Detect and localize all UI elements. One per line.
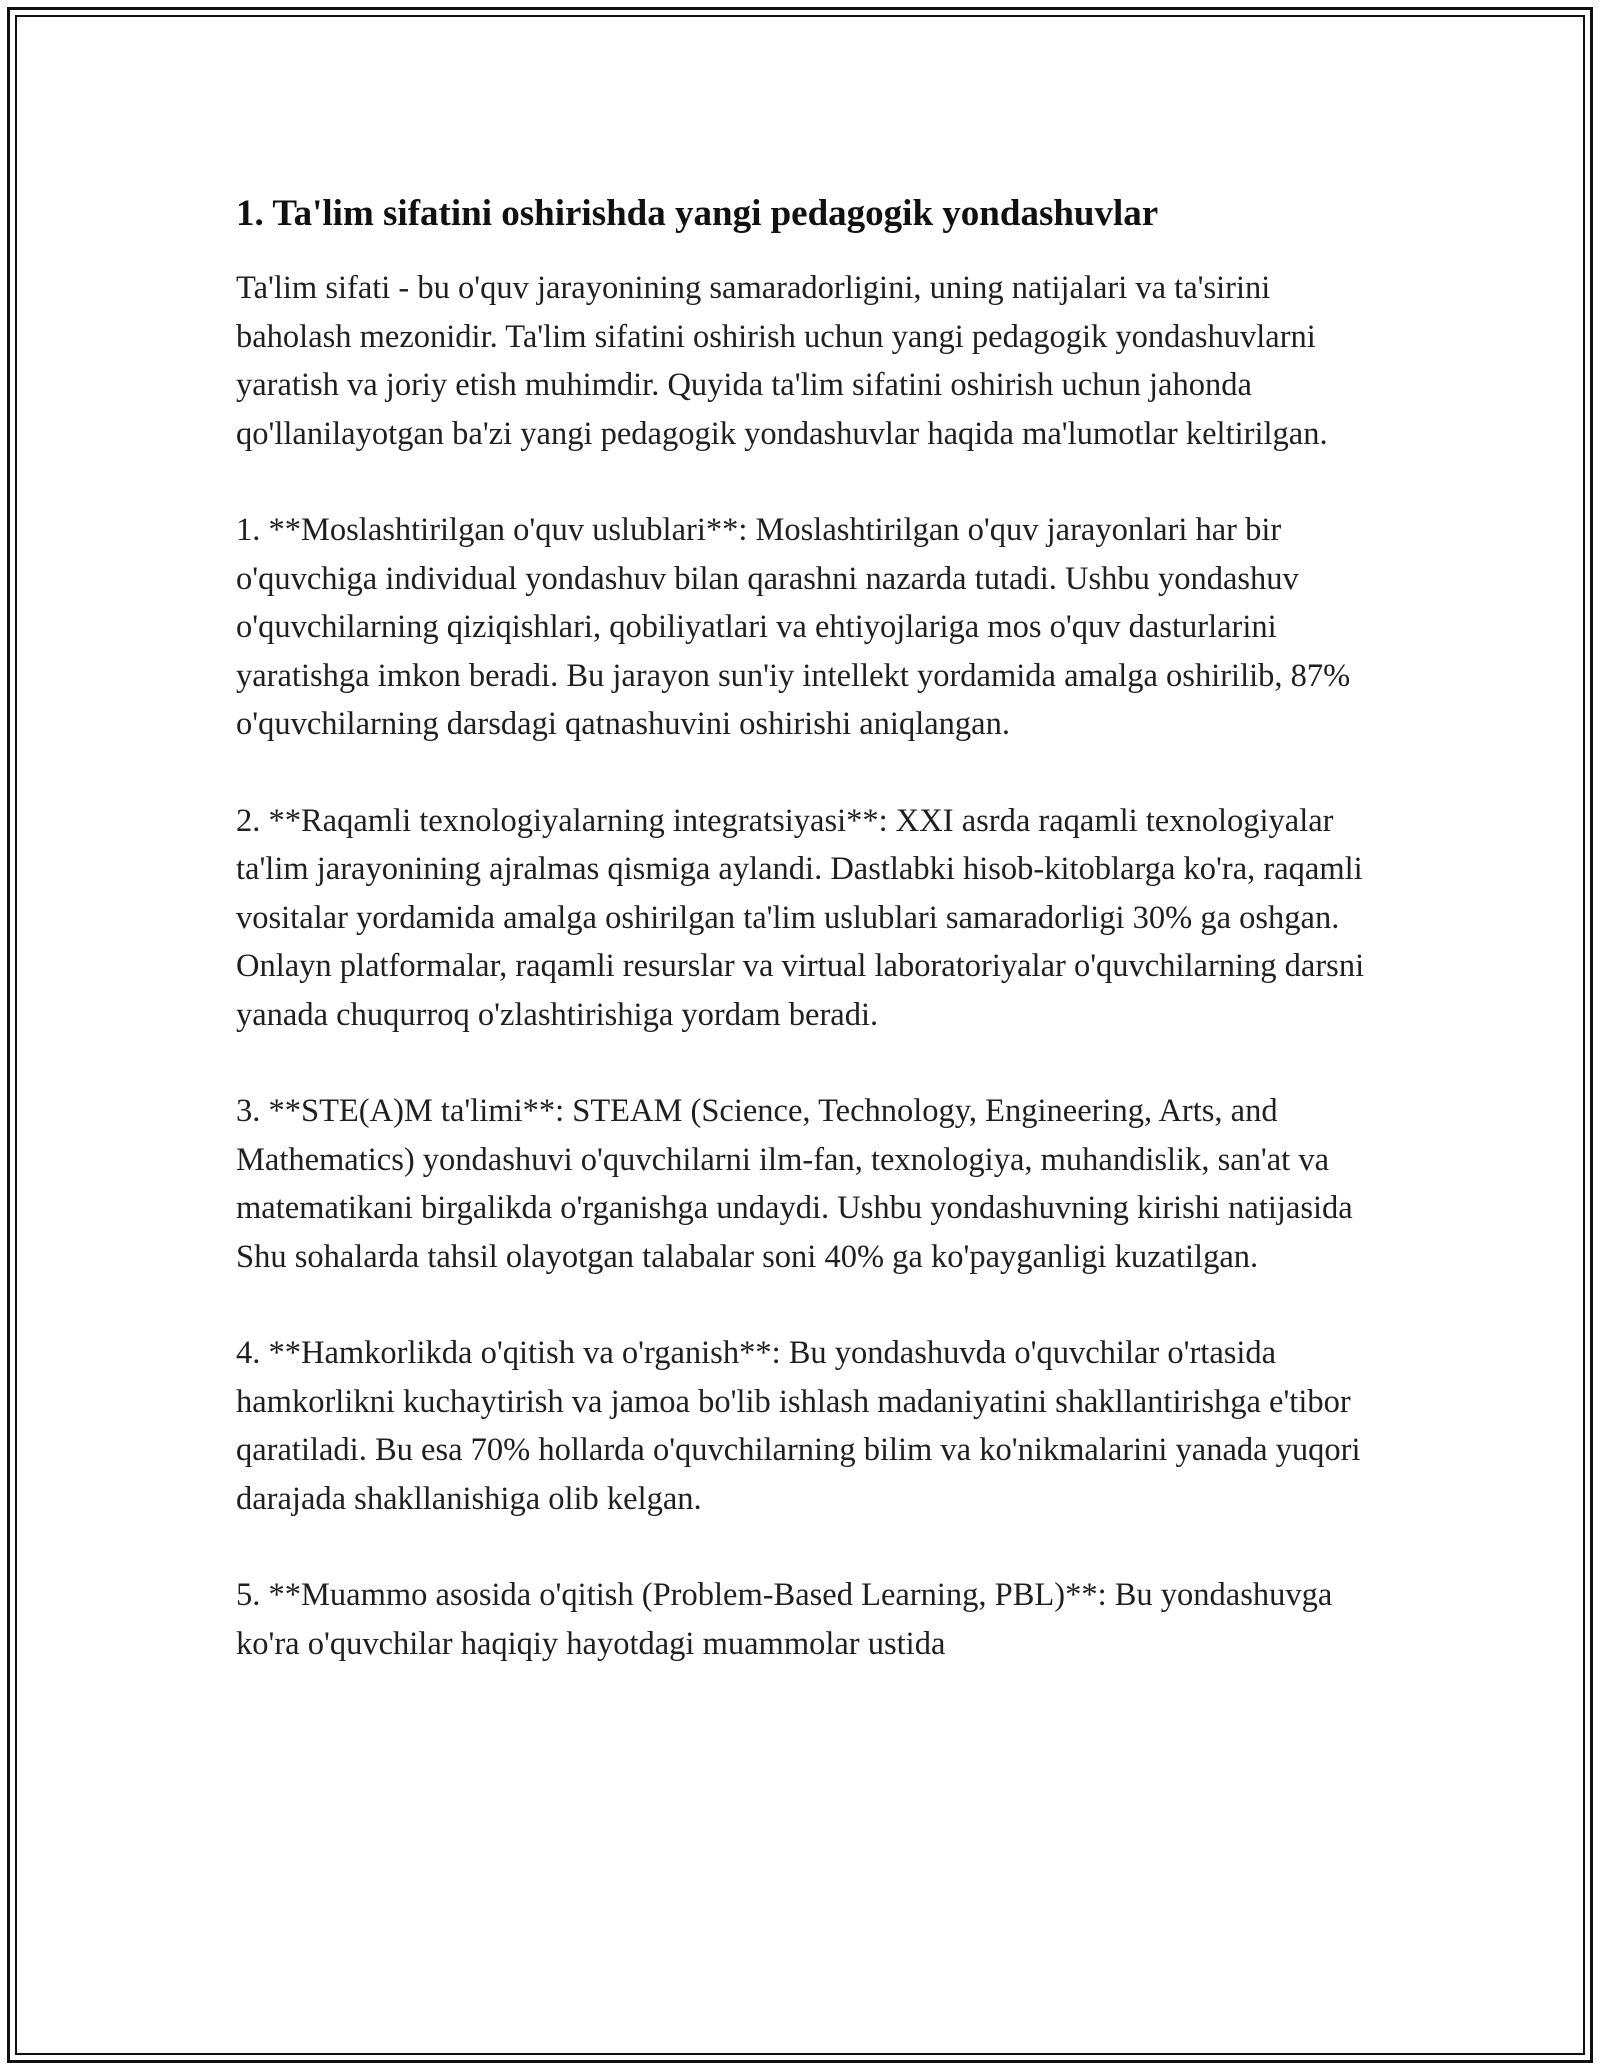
paragraph-steam-education: 3. **STE(A)M ta'limi**: STEAM (Science, Technology, Engineering, Arts, and Mathematics) yondashuvi o'quvchilarni ilm-fan, texnologiya, muhandislik, san'at va matematikani birgalikda o'rganishga undaydi. Ushbu yondashuvning kirishi natijasida Shu sohalarda tahsil olayotgan talabalar soni 40% ga ko'payganligi kuzatilgan. (236, 1093, 1353, 1275)
intro-paragraph: Ta'lim sifati - bu o'quv jarayonining samaradorligini, uning natijalari va ta'sirini baholash mezonidir. Ta'lim sifatini oshirish uchun yangi pedagogik yondashuvlarni yaratish va joriy etish muhimdir. Quyida ta'lim sifatini oshirish uchun jahonda qo'llanilayotgan ba'zi yangi pedagogik yondashuvlar haqida ma'lumotlar keltirilgan. (236, 270, 1328, 452)
document-body (236, 186, 1376, 1716)
paragraph-problem-based-learning: 5. **Muammo asosida o'qitish (Problem-Based Learning, PBL)**: Bu yondashuvga ko'ra o'quvchilar haqiqiy hayotdagi muammolar ustida (236, 1577, 1333, 1662)
paragraph-digital-technologies: 2. **Raqamli texnologiyalarning integratsiyasi**: XXI asrda raqamli texnologiyalar ta'lim jarayonining ajralmas qismiga aylandi. Dastlabki hisob-kitoblarga ko'ra, raqamli vositalar yordamida amalga oshirilgan ta'lim uslublari samaradorligi 30% ga oshgan. Onlayn platformalar, raqamli resurslar va virtual laboratoriyalar o'quvchilarning darsni yanada chuqurroq o'zlashtirishiga yordam beradi. (236, 802, 1365, 1033)
section-heading: 1. Ta'lim sifatini oshirishda yangi pedagogik yondashuvlar (236, 193, 1159, 234)
paragraph-collaborative-learning: 4. **Hamkorlikda o'qitish va o'rganish**: Bu yondashuvda o'quvchilar o'rtasida hamkorlikni kuchaytirish va jamoa bo'lib ishlash madaniyatini shakllantirishga e'tibor qaratiladi. Bu esa 70% hollarda o'quvchilarning bilim va ko'nikmalarini yanada yuqori darajada shakllanishiga olib kelgan. (236, 1335, 1361, 1517)
paragraph-adaptive-learning: 1. **Moslashtirilgan o'quv uslublari**: Moslashtirilgan o'quv jarayonlari har bir o'quvchiga individual yondashuv bilan qarashni nazarda tutadi. Ushbu yondashuv o'quvchilarning qiziqishlari, qobiliyatlari va ehtiyojlariga mos o'quv dasturlarini yaratishga imkon beradi. Bu jarayon sun'iy intellekt yordamida amalga oshirilib, 87% o'quvchilarning darsdagi qatnashuvini oshirishi aniqlangan. (236, 512, 1351, 742)
